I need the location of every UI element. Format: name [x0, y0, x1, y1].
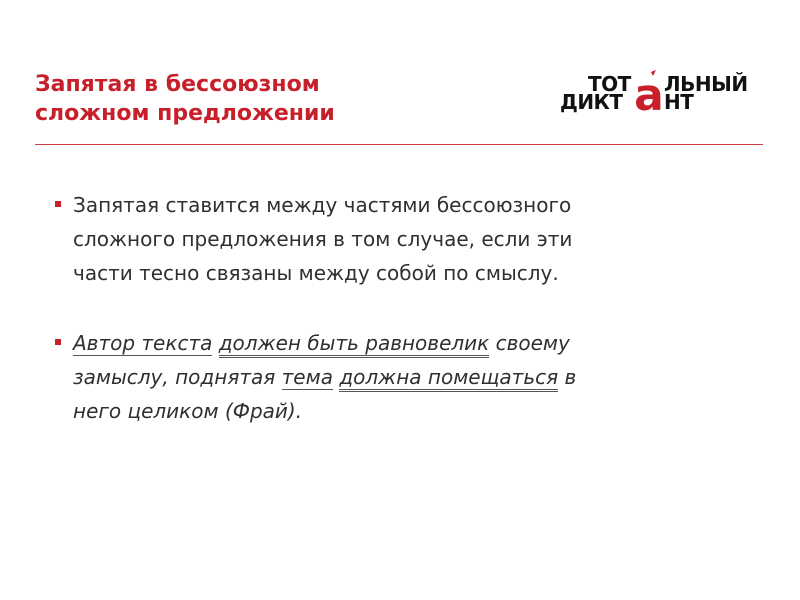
example-text-1: своему [489, 331, 570, 355]
title-divider [35, 144, 763, 145]
title-line-1: Запятая в бессоюзном [35, 72, 320, 97]
bullet1-line-2: сложного предложения в том случае, если эти [73, 227, 573, 251]
example-line-2 [73, 360, 755, 394]
example-line-3: него целиком (Фрай). [73, 399, 303, 423]
title-line-2: сложном предложении [35, 101, 335, 126]
logo-text-lnyi: ЛЬНЫЙ [664, 72, 748, 96]
example-subject-1: Автор текста [73, 331, 213, 355]
bullet1-line-3: части тесно связаны между собой по смыслу. [73, 261, 559, 285]
logo-accent-letter-icon [634, 70, 664, 116]
svg-text:а: а [634, 70, 664, 116]
slide-title [35, 70, 455, 128]
logo-text-dikt: ДИКТ [560, 90, 623, 114]
example-subject-2: тема [281, 365, 333, 389]
logo-text-tot: ТОТ [588, 72, 631, 96]
example-text-2: замыслу, поднятая [73, 365, 282, 389]
logo-text-nt: НТ [664, 90, 694, 114]
example-predicate-2: должна помещаться [339, 365, 558, 392]
bullet-rule [55, 188, 755, 290]
bullet-marker-icon [55, 201, 61, 207]
example-text-3: в [558, 365, 577, 389]
bullet-example [55, 326, 755, 428]
example-predicate-1: должен быть равновелик [219, 331, 490, 358]
example-line-1 [73, 326, 755, 360]
totalny-diktant-logo [560, 70, 770, 120]
bullet-marker-icon [55, 339, 61, 345]
bullet1-line-1: Запятая ставится между частями бессоюзного [73, 193, 572, 217]
bullet-list [55, 188, 755, 428]
